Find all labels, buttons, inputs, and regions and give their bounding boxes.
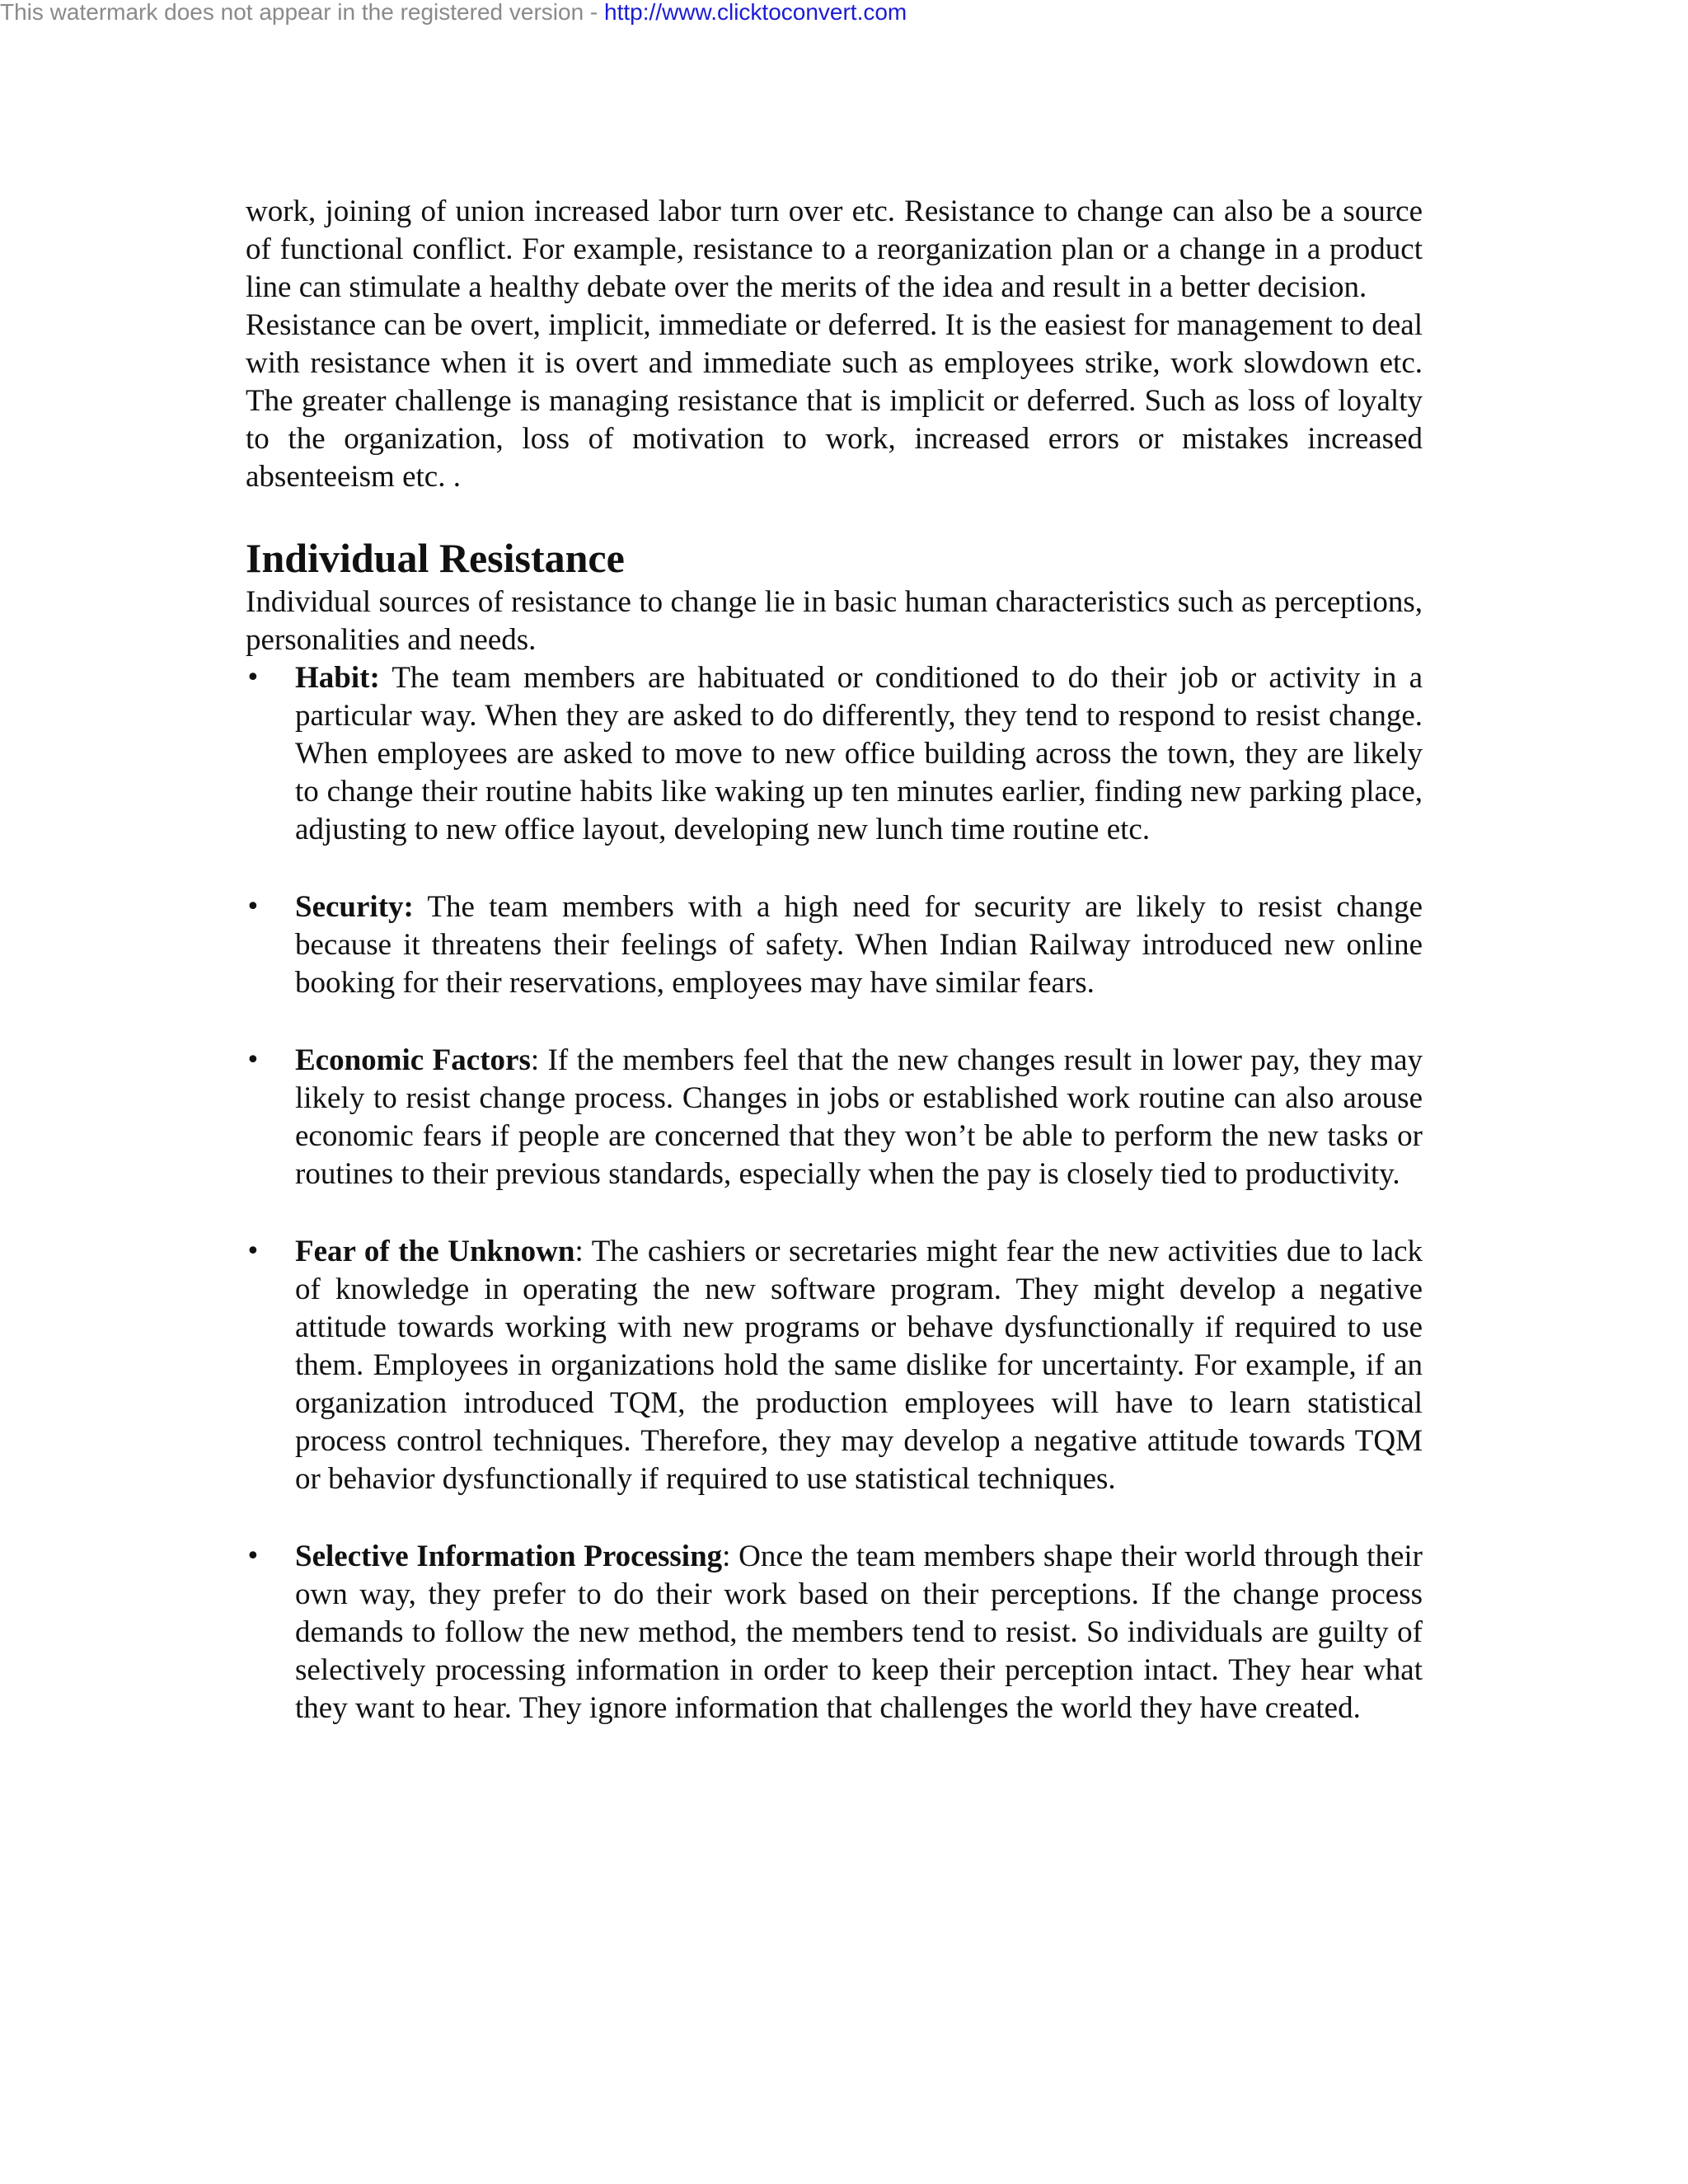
item-text: : If the members feel that the new changes result in lower pay, they may likely to resist change process. Changes in jobs or established work routine can also arouse economic fears if people are concerned that they won’t be able to perform the new tasks or routines to their previous standards, especially when the pay is closely tied to productivity. <box>295 1043 1423 1191</box>
item-term: Security: <box>295 890 414 924</box>
intro-paragraph-2: Resistance can be overt, implicit, immediate or deferred. It is the easiest for management to deal with resistance when it is overt and immediate such as employees strike, work slowdown etc. The greater challenge is managing resistance that is implicit or deferred. Such as loss of loyalty to the organization, loss of motivation to work, increased errors or mistakes increased absenteeism etc. . <box>246 308 1423 494</box>
list-item-economic-factors <box>246 1042 1423 1193</box>
document-page <box>246 193 1423 1767</box>
intro-paragraph-1: work, joining of union increased labor turn over etc. Resistance to change can also be a source of functional conflict. For example, resistance to a reorganization plan or a change in a product line can stimulate a healthy debate over the merits of the idea and result in a better decision. <box>246 194 1423 304</box>
item-term: Habit: <box>295 661 380 695</box>
item-text: : Once the team members shape their world through their own way, they prefer to do their work based on their perceptions. If the change process demands to follow the new method, the members tend to resist. So individuals are guilty of selectively processing information in order to keep their perception intact. They hear what they want to hear. They ignore information that challenges the world they have created. <box>295 1540 1423 1725</box>
item-term: Economic Factors <box>295 1043 531 1077</box>
bullet-icon: • <box>246 1237 260 1266</box>
watermark-link[interactable]: http://www.clicktoconvert.com <box>604 0 907 25</box>
item-text: The team members are habituated or conditioned to do their job or activity in a particular way. When they are asked to do differently, they tend to respond to resist change. When employees are asked to move to new office building across the town, they are likely to change their routine habits like waking up ten minutes earlier, finding new parking place, adjusting to new office layout, developing new lunch time routine etc. <box>295 661 1423 846</box>
section-intro: Individual sources of resistance to change lie in basic human characteristics such as perceptions, personalities and needs. <box>246 585 1423 657</box>
list-item-habit <box>246 659 1423 849</box>
watermark-banner <box>0 0 907 25</box>
bullet-icon: • <box>246 1046 260 1075</box>
list-item-fear-of-unknown <box>246 1233 1423 1498</box>
watermark-text: This watermark does not appear in the registered version - <box>0 0 605 25</box>
list-item-security <box>246 888 1423 1002</box>
list-item-selective-information-processing <box>246 1538 1423 1727</box>
item-term: Selective Information Processing <box>295 1540 723 1573</box>
item-term: Fear of the Unknown <box>295 1235 575 1268</box>
bullet-icon: • <box>246 893 260 921</box>
item-text: The team members with a high need for security are likely to resist change because it threatens their feelings of safety. When Indian Railway introduced new online booking for their reservations, employees may have similar fears. <box>295 890 1423 1000</box>
resistance-list <box>246 659 1423 1727</box>
bullet-icon: • <box>246 1542 260 1571</box>
bullet-icon: • <box>246 663 260 692</box>
section-heading: Individual Resistance <box>246 535 625 581</box>
item-text: : The cashiers or secretaries might fear the new activities due to lack of knowledge in operating the new software program. They might develop a negative attitude towards working with new programs or behave dysfunctionally if required to use them. Employees in organizations hold the same dislike for uncertainty. For example, if an organization introduced TQM, the production employees will have to learn statistical process control techniques. Therefore, they may develop a negative attitude towards TQM or behavior dysfunctionally if required to use statistical techniques. <box>295 1235 1423 1496</box>
